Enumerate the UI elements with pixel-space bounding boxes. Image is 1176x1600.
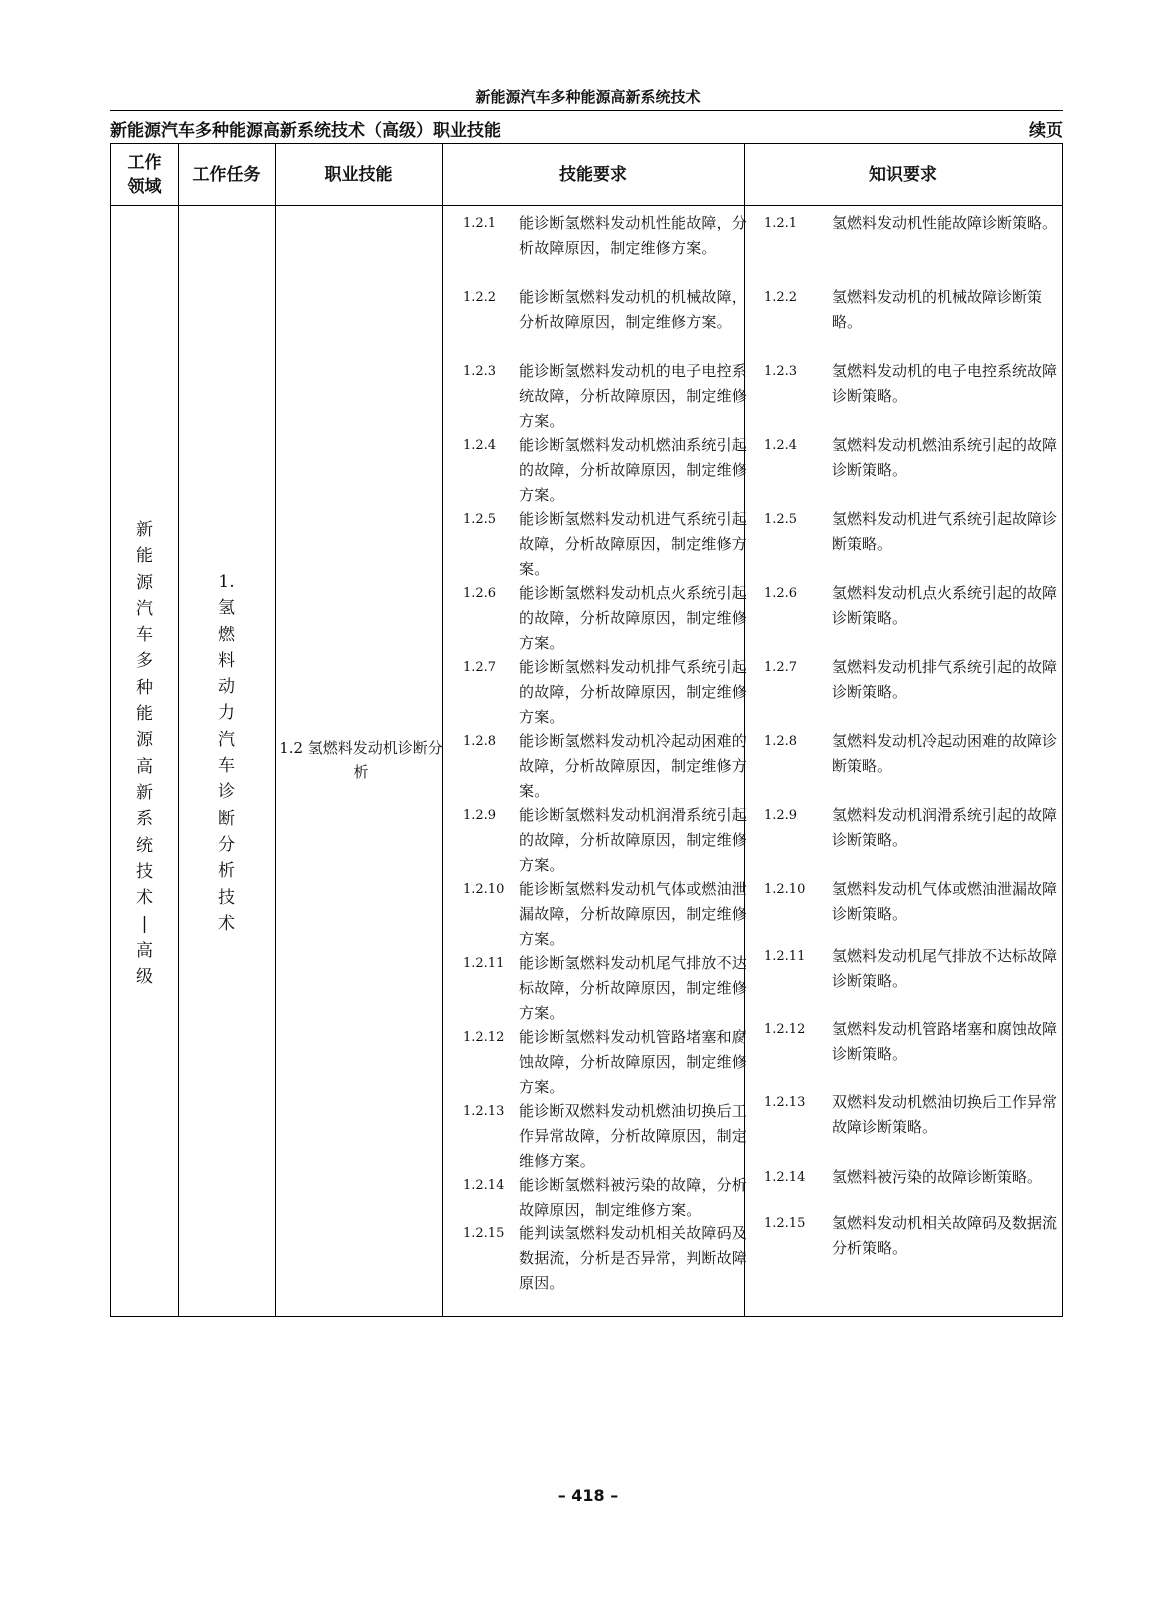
skill-requirement-item-text: 能诊断氢燃料发动机润滑系统引起的故障，分析故障原因，制定维修方案。 xyxy=(519,806,748,874)
skill-requirement-item-text: 能诊断氢燃料发动机冷起动困难的故障，分析故障原因，制定维修方案。 xyxy=(519,732,748,800)
work-task-char: 术 xyxy=(218,913,235,934)
skill-requirement-item-number: 1.2.9 xyxy=(463,808,497,823)
header-rule xyxy=(110,110,1063,111)
work-task-char: 力 xyxy=(218,703,235,724)
skill-requirement-item-text: 能判读氢燃料发动机相关故障码及数据流，分析是否异常，判断故障原因。 xyxy=(519,1224,748,1292)
skill-requirement-item-text: 能诊断氢燃料发动机进气系统引起故障，分析故障原因，制定维修方案。 xyxy=(519,510,748,578)
column-divider xyxy=(275,144,276,1316)
knowledge-requirement-item-number: 1.2.5 xyxy=(764,512,798,527)
work-domain-char: 汽 xyxy=(136,598,153,619)
work-task-char: 动 xyxy=(218,677,235,698)
work-domain-char: 新 xyxy=(136,520,153,540)
skill-requirement-item-number: 1.2.6 xyxy=(463,586,497,601)
knowledge-requirement-item-text: 氢燃料发动机尾气排放不达标故障诊断策略。 xyxy=(832,947,1058,990)
header-skill-requirements: 技能要求 xyxy=(559,164,627,185)
knowledge-requirement-item-number: 1.2.1 xyxy=(764,216,798,231)
knowledge-requirement-item-number: 1.2.7 xyxy=(764,660,798,675)
work-domain-char: 车 xyxy=(136,625,153,646)
work-domain-char: 种 xyxy=(136,677,153,698)
skill-requirement-item-number: 1.2.15 xyxy=(463,1226,505,1241)
work-task-char: 技 xyxy=(218,887,235,908)
knowledge-requirement-item-text: 氢燃料发动机燃油系统引起的故障诊断策略。 xyxy=(832,436,1058,479)
table-title-text: 新能源汽车多种能源高新系统技术（高级）职业技能 xyxy=(110,121,501,141)
skill-requirement-item-number: 1.2.12 xyxy=(463,1030,505,1045)
work-domain-char: 术 xyxy=(136,888,153,909)
table-title xyxy=(110,116,1063,142)
work-task-char: 诊 xyxy=(218,782,235,803)
knowledge-requirement-item-text: 氢燃料发动机排气系统引起的故障诊断策略。 xyxy=(832,658,1058,701)
skill-requirement-item-number: 1.2.8 xyxy=(463,734,497,749)
knowledge-requirement-item-text: 氢燃料被污染的故障诊断策略。 xyxy=(832,1168,1043,1186)
skill-requirement-item-text: 能诊断氢燃料发动机气体或燃油泄漏故障，分析故障原因，制定维修方案。 xyxy=(519,880,748,948)
work-task-char: 料 xyxy=(218,650,235,671)
knowledge-requirement-item-text: 氢燃料发动机润滑系统引起的故障诊断策略。 xyxy=(832,806,1058,849)
work-domain-char: | xyxy=(141,914,148,935)
knowledge-requirement-item-number: 1.2.10 xyxy=(764,882,806,897)
work-task-char: 燃 xyxy=(218,624,235,645)
knowledge-requirement-item-text: 氢燃料发动机管路堵塞和腐蚀故障诊断策略。 xyxy=(832,1020,1058,1063)
knowledge-requirement-item-text: 氢燃料发动机的电子电控系统故障诊断策略。 xyxy=(832,362,1058,405)
page-number: – 418 – xyxy=(557,1486,619,1505)
knowledge-requirement-item-number: 1.2.8 xyxy=(764,734,798,749)
work-domain-char: 统 xyxy=(136,835,153,856)
knowledge-requirement-item-text: 双燃料发动机燃油切换后工作异常故障诊断策略。 xyxy=(832,1093,1058,1136)
work-domain-char: 能 xyxy=(136,546,153,567)
skill-requirement-item-number: 1.2.10 xyxy=(463,882,505,897)
skill-requirement-item-text: 能诊断氢燃料发动机性能故障，分析故障原因，制定维修方案。 xyxy=(519,214,748,257)
skill-name-cell: 1.2 氢燃料发动机诊断分析 xyxy=(279,739,443,781)
knowledge-requirement-item-number: 1.2.13 xyxy=(764,1095,806,1110)
knowledge-requirement-item-text: 氢燃料发动机的机械故障诊断策略。 xyxy=(832,288,1043,331)
skill-requirement-item-text: 能诊断氢燃料发动机的机械故障，分析故障原因，制定维修方案。 xyxy=(519,288,748,331)
skill-requirement-item-number: 1.2.11 xyxy=(463,956,505,971)
running-head: 新能源汽车多种能源高新系统技术 xyxy=(475,88,701,106)
header-skill: 职业技能 xyxy=(324,164,393,185)
header-work-domain: 工作领域 xyxy=(127,152,162,197)
skill-requirement-item-text: 能诊断氢燃料发动机的电子电控系统故障，分析故障原因，制定维修方案。 xyxy=(519,362,748,430)
skill-requirement-item-number: 1.2.14 xyxy=(463,1178,505,1193)
work-domain-char: 源 xyxy=(136,730,153,751)
skill-requirement-item-text: 能诊断氢燃料被污染的故障，分析故障原因，制定维修方案。 xyxy=(519,1176,748,1219)
work-domain-cell xyxy=(111,517,178,990)
skill-requirement-item-text: 能诊断氢燃料发动机燃油系统引起的故障，分析故障原因，制定维修方案。 xyxy=(519,436,748,504)
work-domain-char: 新 xyxy=(136,782,153,803)
work-task-cell xyxy=(178,569,275,937)
work-task-char: 分 xyxy=(218,834,235,855)
work-domain-char: 能 xyxy=(136,704,153,725)
work-task-char: 断 xyxy=(218,808,235,829)
column-divider xyxy=(442,144,443,1316)
work-task-char: 氢 xyxy=(218,598,235,619)
work-domain-char: 高 xyxy=(136,756,153,777)
knowledge-requirement-item-text: 氢燃料发动机性能故障诊断策略。 xyxy=(832,214,1058,232)
skill-requirement-item-number: 1.2.3 xyxy=(463,364,497,379)
header-work-task: 工作任务 xyxy=(192,164,261,185)
header-knowledge-requirements: 知识要求 xyxy=(869,164,937,185)
work-domain-char: 多 xyxy=(136,651,153,672)
work-task-char: 1. xyxy=(218,572,235,592)
skills-table xyxy=(110,143,1063,1317)
knowledge-requirement-item-text: 氢燃料发动机冷起动困难的故障诊断策略。 xyxy=(832,732,1058,775)
knowledge-requirement-item-number: 1.2.3 xyxy=(764,364,798,379)
skill-requirement-item-number: 1.2.2 xyxy=(463,290,497,305)
knowledge-requirement-item-number: 1.2.14 xyxy=(764,1170,806,1185)
skill-requirement-item-number: 1.2.13 xyxy=(463,1104,505,1119)
skill-requirement-item-text: 能诊断氢燃料发动机点火系统引起的故障，分析故障原因，制定维修方案。 xyxy=(519,584,748,652)
skill-requirement-item-number: 1.2.5 xyxy=(463,512,497,527)
knowledge-requirement-item-number: 1.2.4 xyxy=(764,438,798,453)
knowledge-requirement-item-number: 1.2.11 xyxy=(764,949,806,964)
work-task-char: 车 xyxy=(218,756,235,777)
knowledge-requirement-item-number: 1.2.12 xyxy=(764,1022,806,1037)
header-divider xyxy=(111,205,1062,206)
work-domain-char: 系 xyxy=(136,809,153,830)
skill-requirement-item-text: 能诊断氢燃料发动机管路堵塞和腐蚀故障，分析故障原因，制定维修方案。 xyxy=(519,1028,748,1096)
work-domain-char: 技 xyxy=(136,861,153,882)
skill-requirement-item-text: 能诊断氢燃料发动机尾气排放不达标故障，分析故障原因，制定维修方案。 xyxy=(519,954,748,1022)
skill-requirement-item-number: 1.2.1 xyxy=(463,216,497,231)
skill-requirement-item-text: 能诊断氢燃料发动机排气系统引起的故障，分析故障原因，制定维修方案。 xyxy=(519,658,748,726)
knowledge-requirement-item-text: 氢燃料发动机进气系统引起故障诊断策略。 xyxy=(832,510,1058,553)
continued-label: 续页 xyxy=(1029,121,1063,141)
work-task-char: 析 xyxy=(218,861,235,882)
skill-requirement-item-number: 1.2.7 xyxy=(463,660,497,675)
knowledge-requirement-item-text: 氢燃料发动机气体或燃油泄漏故障诊断策略。 xyxy=(832,880,1058,923)
skill-requirement-item-text: 能诊断双燃料发动机燃油切换后工作异常故障，分析故障原因，制定维修方案。 xyxy=(519,1102,748,1170)
work-task-char: 汽 xyxy=(218,729,235,750)
work-domain-char: 级 xyxy=(136,967,153,988)
knowledge-requirement-item-number: 1.2.2 xyxy=(764,290,798,305)
work-domain-char: 源 xyxy=(136,572,153,593)
knowledge-requirement-item-text: 氢燃料发动机点火系统引起的故障诊断策略。 xyxy=(832,584,1058,627)
knowledge-requirement-item-number: 1.2.9 xyxy=(764,808,798,823)
knowledge-requirement-item-text: 氢燃料发动机相关故障码及数据流分析策略。 xyxy=(832,1214,1058,1257)
knowledge-requirement-item-number: 1.2.6 xyxy=(764,586,798,601)
skill-requirement-item-number: 1.2.4 xyxy=(463,438,497,453)
work-domain-char: 高 xyxy=(136,940,153,961)
knowledge-requirement-item-number: 1.2.15 xyxy=(764,1216,806,1231)
